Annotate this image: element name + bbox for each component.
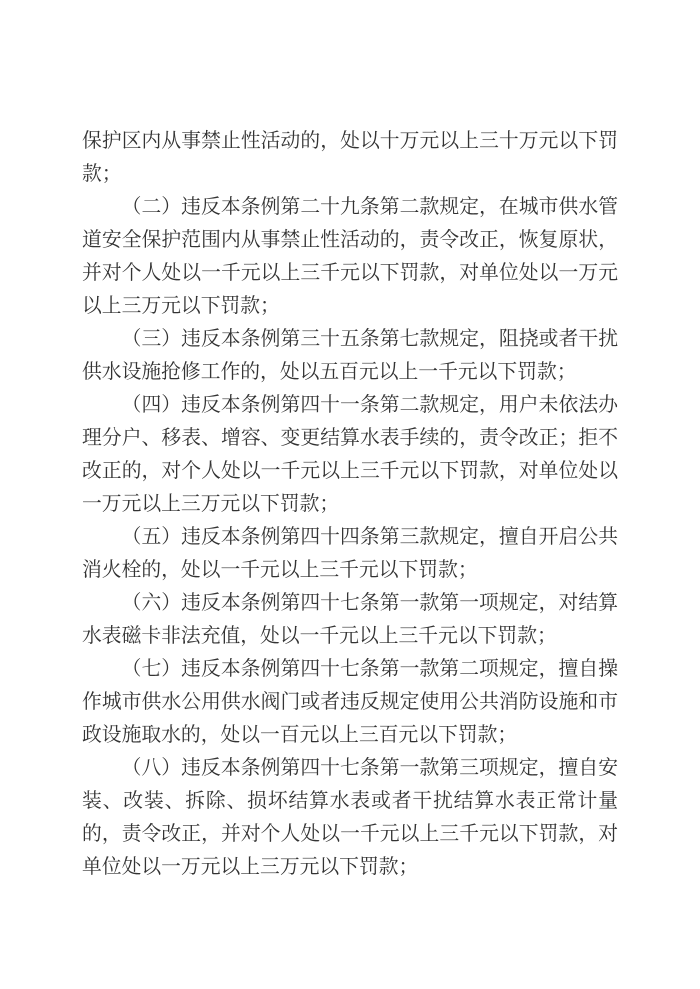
clause-7-paragraph: （七）违反本条例第四十七条第一款第二项规定，擅自操作城市供水公用供水阀门或者违反规定使用公共消防设施和市政设施取水的，处以一百元以上三百元以下罚款； bbox=[82, 657, 618, 746]
paragraph-continuation: 保护区内从事禁止性活动的，处以十万元以上三十万元以下罚款； bbox=[82, 129, 618, 185]
clause-2-paragraph: （二）违反本条例第二十九条第二款规定，在城市供水管道安全保护范围内从事禁止性活动的，责令改正，恢复原状，并对个人处以一千元以上三千元以下罚款，对单位处以一万元以上三万元以下罚款； bbox=[82, 195, 618, 317]
document-body bbox=[82, 124, 618, 883]
clause-6-paragraph: （六）违反本条例第四十七条第一款第一项规定，对结算水表磁卡非法充值，处以一千元以上三千元以下罚款； bbox=[82, 591, 618, 647]
clause-3-paragraph: （三）违反本条例第三十五条第七款规定，阻挠或者干扰供水设施抢修工作的，处以五百元以上一千元以下罚款； bbox=[82, 327, 618, 383]
clause-4-paragraph: （四）违反本条例第四十一条第二款规定，用户未依法办理分户、移表、增容、变更结算水表手续的，责令改正；拒不改正的，对个人处以一千元以上三千元以下罚款，对单位处以一万元以上三万元以下罚款； bbox=[82, 393, 618, 515]
clause-5-paragraph: （五）违反本条例第四十四条第三款规定，擅自开启公共消火栓的，处以一千元以上三千元以下罚款； bbox=[82, 525, 618, 581]
clause-8-paragraph: （八）违反本条例第四十七条第一款第三项规定，擅自安装、改装、拆除、损坏结算水表或者干扰结算水表正常计量的，责令改正，并对个人处以一千元以上三千元以下罚款，对单位处以一万元以上三万元以下罚款； bbox=[82, 756, 618, 878]
